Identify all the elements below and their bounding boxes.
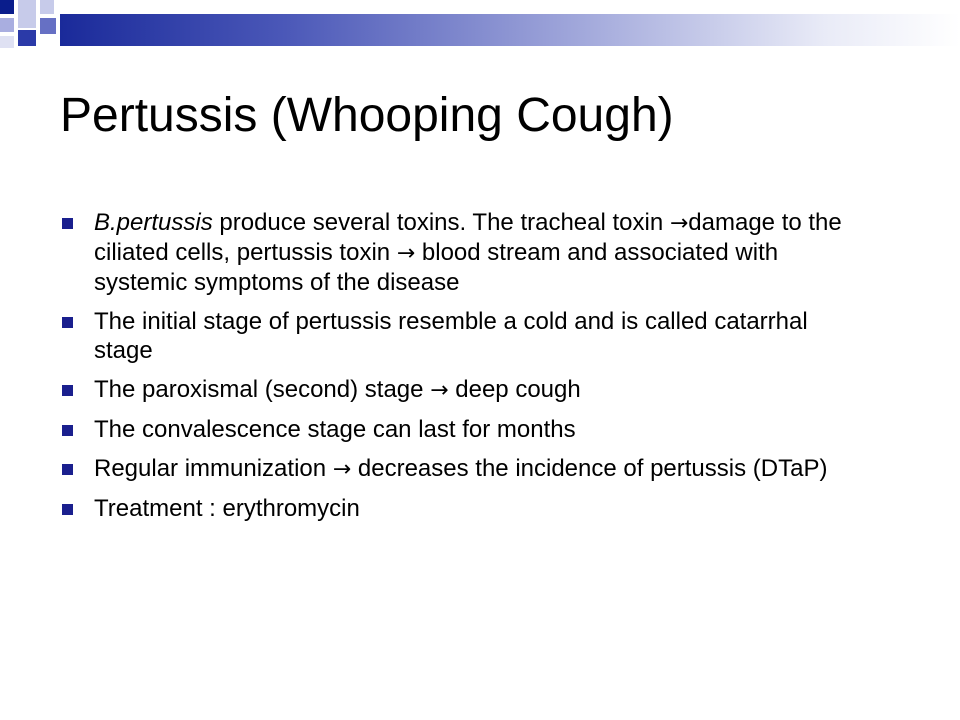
- bullet-item: [62, 454, 872, 484]
- right-arrow-icon: →: [669, 211, 689, 236]
- square-bullet-icon: [62, 317, 73, 328]
- square-bullet-icon: [62, 464, 73, 475]
- bullet-text: The paroxismal (second) stage: [94, 376, 431, 403]
- bullet-text: Regular immunization: [94, 455, 333, 482]
- bullet-item: [62, 415, 872, 444]
- bullet-text: deep cough: [448, 376, 581, 403]
- bullet-text: The convalescence stage can last for months: [94, 416, 576, 443]
- square-bullet-icon: [62, 425, 73, 436]
- bullet-text: decreases the incidence of pertussis (DTaP): [351, 455, 828, 482]
- square-bullet-icon: [62, 218, 73, 229]
- decorative-square: [0, 0, 14, 14]
- slide-title: Pertussis (Whooping Cough): [60, 89, 674, 142]
- bullet-text: produce several toxins. The tracheal toxin: [212, 209, 670, 236]
- decorative-square: [18, 30, 36, 46]
- decorative-square: [40, 18, 56, 34]
- decorative-square: [0, 18, 14, 32]
- bullet-item: [62, 494, 872, 523]
- decorative-square: [40, 0, 54, 14]
- right-arrow-icon: →: [430, 378, 449, 403]
- right-arrow-icon: →: [396, 241, 416, 266]
- right-arrow-icon: →: [332, 457, 352, 482]
- bullet-text-italic: B.pertussis: [94, 209, 213, 236]
- bullet-text: blood stream and associated with systemic symptoms of the disease: [94, 239, 779, 296]
- bullet-item: [62, 375, 872, 405]
- decorative-square: [18, 0, 36, 28]
- bullet-item: [62, 208, 872, 297]
- square-bullet-icon: [62, 504, 73, 515]
- header-gradient-bar: [60, 14, 960, 46]
- bullet-item: [62, 307, 872, 365]
- square-bullet-icon: [62, 385, 73, 396]
- bullet-list: [62, 208, 872, 533]
- bullet-text: The initial stage of pertussis resemble a cold and is called catarrhal stage: [94, 308, 808, 364]
- bullet-text: damage to the ciliated cells, pertussis toxin: [94, 209, 842, 266]
- decorative-square: [0, 36, 14, 48]
- bullet-text: Treatment : erythromycin: [94, 495, 360, 522]
